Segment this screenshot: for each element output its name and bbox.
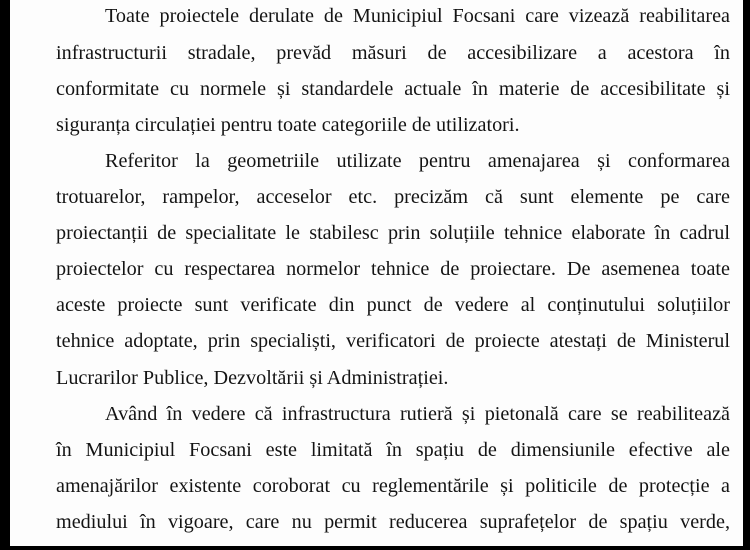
scan-border-bottom <box>0 546 750 550</box>
paragraph-3-line-2: în Municipiul Focsani este limitată în spațiu de dimensiunile efective ale <box>56 439 730 461</box>
paragraph-1-line-3: conformitate cu normele și standardele actuale în materie de accesibilitate și <box>56 78 730 100</box>
paragraph-1-line-1: Toate proiectele derulate de Municipiul Focsani care vizează reabilitarea <box>105 5 730 27</box>
paragraph-2-line-5: aceste proiecte sunt verificate din punct de vedere al conținutului soluțiilor <box>56 294 730 316</box>
paragraph-2-line-7: Lucrarilor Publice, Dezvoltării și Administrației. <box>56 367 449 389</box>
paragraph-1-line-4: siguranța circulației pentru toate categoriile de utilizatori. <box>56 114 520 136</box>
paragraph-2-line-6: tehnice adoptate, prin specialiști, verificatori de proiecte atestați de Ministerul <box>56 330 730 352</box>
paragraph-3-line-4: mediului în vigoare, care nu permit reducerea suprafețelor de spațiu verde, <box>56 511 730 533</box>
paragraph-1-line-2: infrastructurii stradale, prevăd măsuri de accesibilizare a acestora în <box>56 42 730 64</box>
paragraph-2-line-4: proiectelor cu respectarea normelor tehnice de proiectare. De asemenea toate <box>56 258 730 280</box>
document-page <box>10 0 743 546</box>
paragraph-3-line-3: amenajărilor existente coroborat cu reglementările și politicile de protecție a <box>56 475 730 497</box>
paragraph-2-line-2: trotuarelor, rampelor, acceselor etc. precizăm că sunt elemente pe care <box>56 186 730 208</box>
paragraph-3-line-1: Având în vedere că infrastructura rutieră și pietonală care se reabilitează <box>105 403 730 425</box>
paragraph-2-line-1: Referitor la geometriile utilizate pentru amenajarea și conformarea <box>105 150 730 172</box>
paragraph-2-line-3: proiectanții de specialitate le stabilesc prin soluțiile tehnice elaborate în cadrul <box>56 222 730 244</box>
